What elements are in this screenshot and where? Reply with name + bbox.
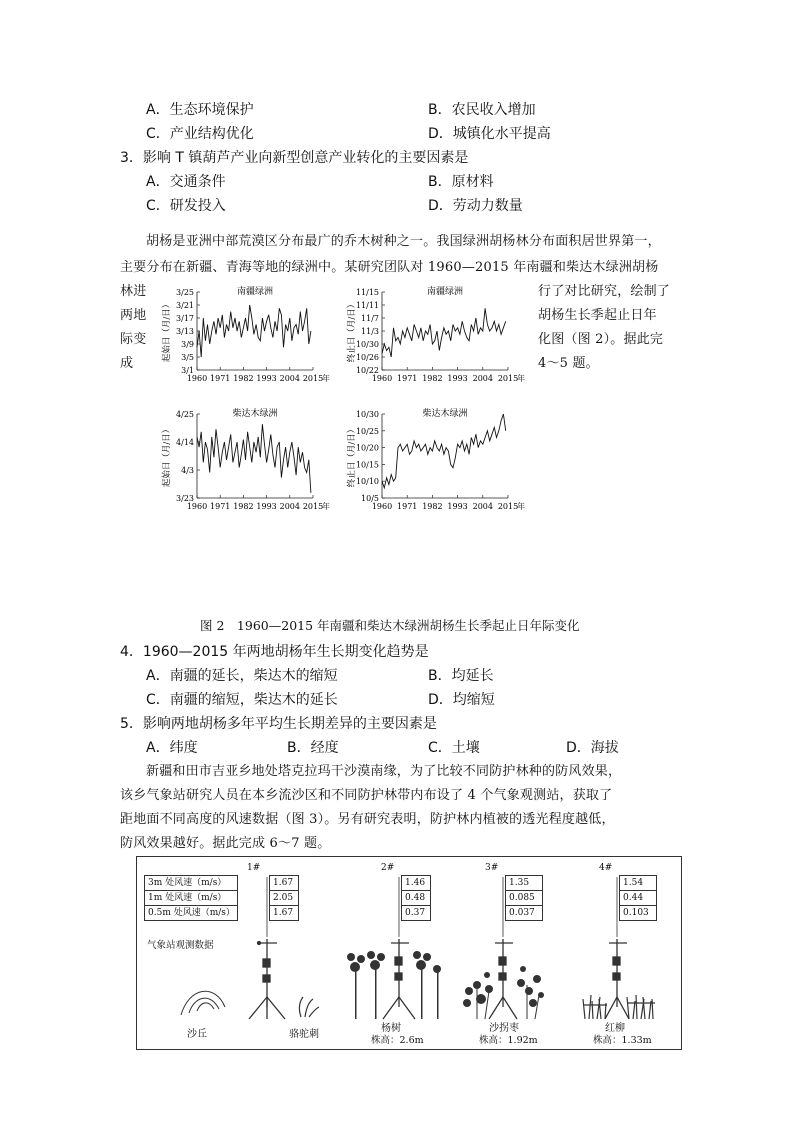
station-2-v1m: 0.48 (402, 891, 431, 906)
station-3-v05m: 0.037 (506, 906, 543, 921)
chart-x-tick-label: 2015 (497, 374, 519, 383)
chart-x-tick-label: 1982 (233, 502, 254, 511)
camelthorn-icon (299, 997, 319, 1017)
station-2-id: 2# (381, 863, 395, 873)
chart-y-tick-label: 11/7 (361, 314, 379, 323)
chart-x-tick-label: 2004 (472, 374, 493, 383)
chart-x-tick-label: 2004 (279, 502, 300, 511)
passage2-line3: 距地面不同高度的风速数据（图 3）。另有研究表明，防护林内植被的透光程度越低， (120, 812, 615, 827)
q4-option-c: C．南疆的缩短，柴达木的延长 (146, 692, 338, 708)
chart-nanjiang-end (340, 280, 540, 392)
weather-station-4-icon (605, 939, 629, 1019)
q2-option-b: B．农民收入增加 (428, 102, 536, 118)
figure3-illustration (137, 857, 681, 1049)
chart-qaidam-start (155, 402, 345, 520)
legend-note: 气象站观测数据 (147, 940, 214, 951)
chart-xlabel: 年 (517, 374, 525, 383)
q4-option-a: A．南疆的延长，柴达木的缩短 (146, 668, 338, 684)
chart-x-tick-label: 1960 (371, 374, 393, 383)
chart-y-tick-label: 3/21 (176, 301, 194, 310)
passage1-line1: 胡杨是亚洲中部荒漠区分布最广的乔木树种之一。我国绿洲胡杨林分布面积居世界第一， (146, 234, 661, 249)
q3-option-c: C．研发投入 (146, 198, 226, 214)
chart-series-line (197, 305, 311, 357)
chart-y-tick-label: 11/3 (361, 327, 379, 336)
figure2-caption: 图 2 1960—2015 年南疆和柴达木绿洲胡杨生长季起止日年际变化 (200, 618, 580, 633)
chart-xlabel: 年 (322, 502, 330, 511)
q5-option-c: C．土壤 (428, 740, 480, 756)
station-3-id: 3# (485, 863, 499, 873)
passage1-left-0: 林进 (120, 284, 147, 299)
chart-y-tick-label: 3/9 (181, 340, 194, 349)
passage1-left-3: 成 (120, 356, 134, 371)
chart-series-line (382, 414, 506, 488)
label-tamarisk-height: 株高：1.33m (593, 1035, 652, 1046)
q4-option-d: D．均缩短 (428, 692, 495, 708)
q3-option-b: B．原材料 (428, 174, 494, 190)
label-jujube: 沙拐枣 (489, 1023, 519, 1034)
station-2-v05m: 0.37 (402, 906, 431, 921)
chart-y-tick-label: 10/5 (361, 494, 379, 503)
chart-x-tick-label: 1982 (233, 374, 254, 383)
q5-option-b: B．经度 (287, 740, 339, 756)
legend-row-05m: 0.5m 处风速（m/s） (145, 906, 238, 921)
chart-title: 柴达木绿洲 (232, 409, 278, 419)
chart-y-tick-label: 3/25 (176, 288, 194, 297)
chart-x-tick-label: 2015 (302, 374, 324, 383)
weather-station-1-icon (249, 939, 285, 1019)
chart-y-tick-label: 3/13 (176, 327, 194, 336)
chart-ylabel: 终止日（月/日） (347, 424, 357, 488)
chart-y-tick-label: 10/10 (355, 477, 379, 487)
label-poplar: 杨树 (381, 1023, 401, 1034)
passage1-left-2: 际变 (120, 332, 147, 347)
station-1-id: 1# (247, 863, 261, 873)
label-camelthorn: 骆驼刺 (289, 1029, 319, 1040)
q2-option-d: D．城镇化水平提高 (428, 126, 551, 142)
chart-y-tick-label: 10/15 (355, 460, 379, 470)
chart-y-tick-label: 11/15 (355, 288, 379, 297)
legend-row-3m: 3m 处风速（m/s） (145, 876, 238, 891)
weather-station-3-icon (489, 939, 517, 1019)
chart-x-tick-label: 1960 (371, 502, 393, 511)
passage2-line1: 新疆和田市吉亚乡地处塔克拉玛干沙漠南缘，为了比较不同防护林种的防风效果， (146, 764, 622, 779)
chart-y-tick-label: 3/23 (176, 494, 194, 503)
label-poplar-height: 株高：2.6m (371, 1035, 424, 1046)
chart-x-tick-label: 1993 (256, 374, 277, 383)
weather-station-2-icon (383, 939, 415, 1019)
chart-y-tick-label: 10/30 (355, 340, 379, 349)
station-2-v3m: 1.46 (402, 876, 431, 891)
q5-stem: 5．影响两地胡杨多年平均生长期差异的主要因素是 (120, 716, 437, 732)
chart-title: 柴达木绿洲 (422, 409, 468, 419)
label-dune: 沙丘 (187, 1029, 207, 1040)
chart-y-tick-label: 4/14 (176, 438, 194, 447)
passage1-left-1: 两地 (120, 308, 147, 323)
chart-xlabel: 年 (322, 374, 330, 383)
q4-stem: 4．1960—2015 年两地胡杨年生长期变化趋势是 (120, 644, 429, 660)
chart-x-tick-label: 1982 (422, 374, 443, 383)
chart-y-tick-label: 10/22 (355, 366, 379, 375)
dune-icon (181, 991, 225, 1015)
chart-y-tick-label: 3/17 (176, 314, 194, 323)
chart-y-tick-label: 10/25 (355, 426, 379, 436)
chart-x-tick-label: 2015 (302, 502, 324, 511)
chart-x-tick-label: 1993 (447, 502, 468, 511)
chart-nanjiang-start (155, 280, 345, 392)
station-4-v3m: 1.54 (620, 876, 657, 891)
chart-qaidam-end (340, 402, 540, 520)
q5-option-d: D．海拔 (566, 740, 619, 756)
chart-series-line (197, 424, 311, 493)
poplar-icon (347, 951, 441, 1019)
passage2-line4: 防风效果越好。据此完成 6～7 题。 (120, 836, 331, 851)
chart-x-tick-label: 1993 (447, 374, 468, 383)
chart-y-tick-label: 4/3 (181, 466, 194, 475)
chart-y-tick-label: 3/1 (181, 366, 194, 375)
chart-x-tick-label: 1971 (210, 502, 231, 511)
chart-x-tick-label: 1960 (186, 502, 208, 511)
station-1-v3m: 1.67 (270, 876, 299, 891)
chart-x-tick-label: 1971 (397, 502, 418, 511)
chart-y-tick-label: 4/25 (176, 410, 194, 419)
chart-x-tick-label: 1982 (422, 502, 443, 511)
chart-ylabel: 起始日（月/日） (162, 299, 172, 363)
q4-option-b: B．均延长 (428, 668, 494, 684)
chart-x-tick-label: 1971 (397, 374, 418, 383)
chart-x-tick-label: 2004 (472, 502, 493, 511)
q3-stem: 3．影响 T 镇葫芦产业向新型创意产业转化的主要因素是 (120, 150, 469, 166)
chart-x-tick-label: 1960 (186, 374, 208, 383)
q3-option-a: A．交通条件 (146, 174, 226, 190)
chart-y-tick-label: 11/11 (355, 301, 379, 310)
station-4-id: 4# (599, 863, 613, 873)
chart-x-tick-label: 1971 (210, 374, 231, 383)
chart-title: 南疆绿洲 (236, 287, 274, 297)
station-1-v05m: 1.67 (270, 906, 299, 921)
q2-option-c: C．产业结构优化 (146, 126, 254, 142)
chart-xlabel: 年 (517, 502, 525, 511)
station-1-v1m: 2.05 (270, 891, 299, 906)
tamarisk-icon (583, 995, 655, 1019)
label-tamarisk: 红柳 (605, 1023, 625, 1034)
figure3-frame (136, 856, 682, 1050)
chart-y-tick-label: 10/26 (355, 353, 379, 362)
chart-ylabel: 终止日（月/日） (347, 299, 357, 363)
station-3-v3m: 1.35 (506, 876, 543, 891)
chart-x-tick-label: 2004 (279, 374, 300, 383)
chart-title: 南疆绿洲 (426, 287, 464, 297)
chart-y-tick-label: 10/30 (355, 410, 379, 419)
chart-x-tick-label: 2015 (497, 502, 519, 511)
passage2-line2: 该乡气象站研究人员在本乡流沙区和不同防护林带内布设了 4 个气象观测站，获取了 (120, 788, 613, 803)
station-4-v1m: 0.44 (620, 891, 657, 906)
passage1-right-1: 胡杨生长季起止日年 (538, 308, 657, 323)
passage1-right-2: 化图（图 2）。据此完 (538, 332, 664, 347)
station-3-v1m: 0.085 (506, 891, 543, 906)
passage1-right-0: 行了对比研究，绘制了 (538, 284, 671, 299)
passage1-right-3: 4～5 题。 (538, 356, 599, 371)
chart-y-tick-label: 3/5 (181, 353, 194, 362)
label-jujube-height: 株高：1.92m (479, 1035, 538, 1046)
q5-option-a: A．纬度 (146, 740, 198, 756)
chart-x-tick-label: 1993 (256, 502, 277, 511)
legend-row-1m: 1m 处风速（m/s） (145, 891, 238, 906)
passage1-line2: 主要分布在新疆、青海等地的绿洲中。某研究团队对 1960—2015 年南疆和柴达木绿洲胡杨 (120, 260, 659, 275)
q3-option-d: D．劳动力数量 (428, 198, 523, 214)
station-4-v05m: 0.103 (620, 906, 657, 921)
chart-ylabel: 起始日（月/日） (162, 424, 172, 488)
chart-series-line (382, 308, 506, 357)
chart-y-tick-label: 10/20 (355, 443, 379, 453)
q2-option-a: A．生态环境保护 (146, 102, 254, 118)
